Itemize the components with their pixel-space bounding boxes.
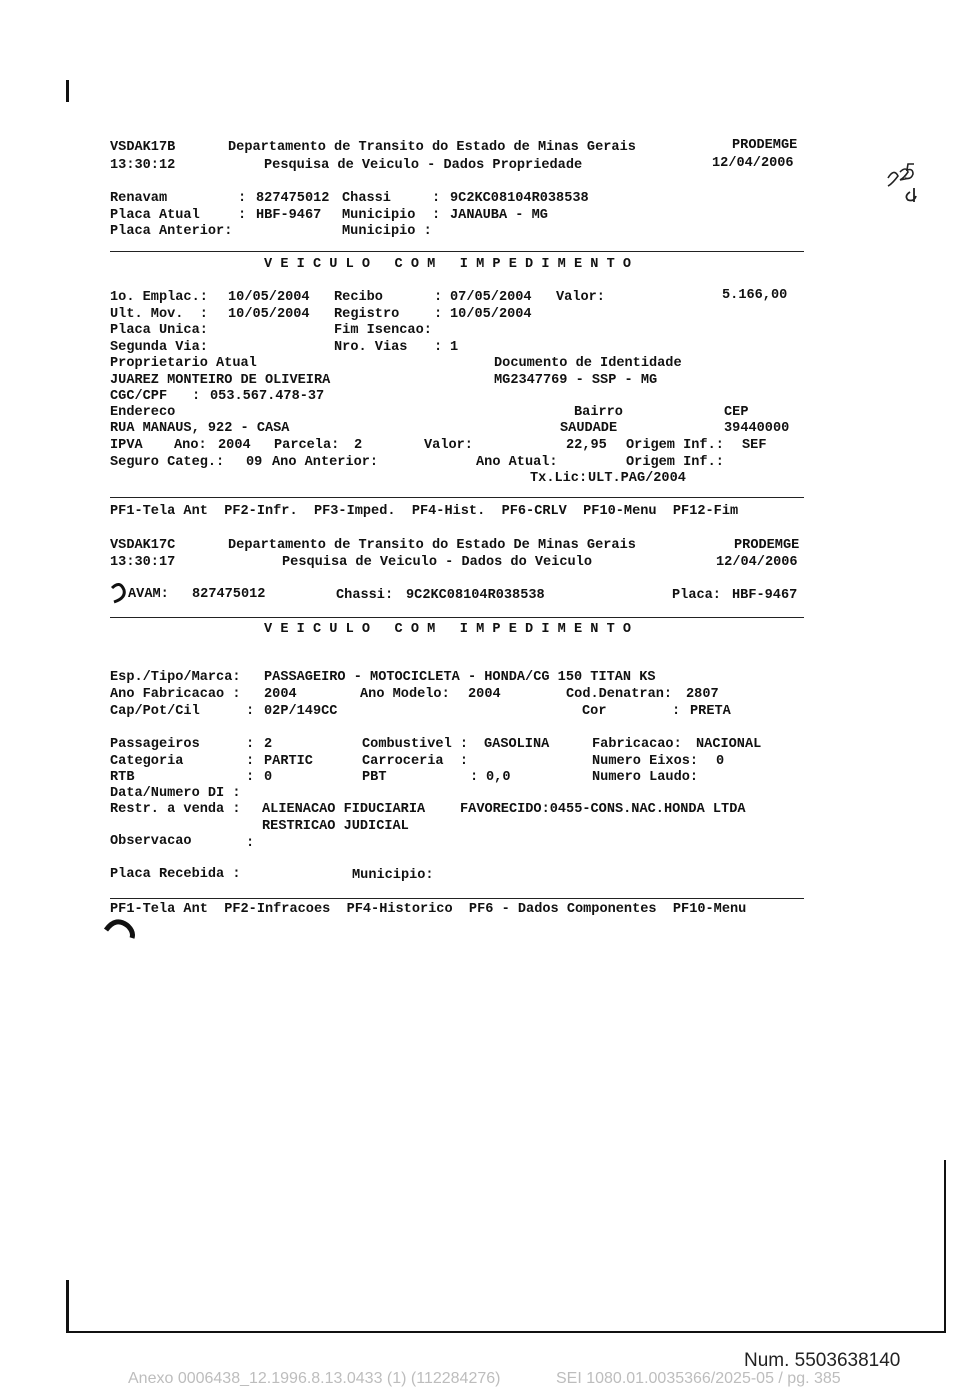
org-name: PRODEMGE	[734, 538, 800, 553]
registro-label: Registro	[334, 307, 400, 322]
chassi-value: 9C2KC08104R038538	[450, 191, 589, 206]
handwritten-curl-mark	[108, 582, 130, 604]
placa-value: HBF-9467	[732, 588, 798, 603]
renavam-value: 827475012	[256, 191, 330, 206]
left-margin-bar-top	[66, 80, 69, 102]
function-keys: PF1-Tela Ant PF2-Infracoes PF4-Historico PF6 - Dados Componentes PF10-Menu	[110, 902, 747, 917]
ult-mov-label: Ult. Mov. :	[110, 307, 208, 322]
placa-atual-label: Placa Atual	[110, 208, 200, 223]
endereco-label: Endereco	[110, 405, 176, 420]
impedimento-banner: V E I C U L O C O M I M P E D I M E N T O	[264, 622, 632, 637]
bairro-label: Bairro	[574, 405, 623, 420]
txlic-value: ULT.PAG/2004	[588, 471, 686, 486]
proprietario-label: Proprietario Atual	[110, 356, 257, 371]
sei-stamp: SEI 1080.01.0035366/2025-05 / pg. 385	[556, 1370, 841, 1387]
valor-label: Valor:	[556, 290, 605, 305]
bairro-value: SAUDADE	[560, 421, 618, 436]
ano-anterior-label: Ano Anterior:	[272, 455, 379, 470]
carroceria-label: Carroceria :	[362, 754, 469, 769]
seguro-value: 09	[246, 455, 263, 470]
cep-label: CEP	[724, 405, 749, 420]
divider	[110, 251, 804, 252]
combustivel-value: GASOLINA	[484, 737, 550, 752]
renavam-label: Renavam	[110, 191, 168, 206]
nro-vias-value: 1	[450, 340, 459, 355]
restr-value-2: RESTRICAO JUDICIAL	[262, 819, 409, 834]
rtb-value: 0	[264, 770, 273, 785]
cpf-colon: :	[192, 389, 201, 404]
ano-fab-label: Ano Fabricacao :	[110, 687, 241, 702]
eixos-label: Numero Eixos:	[592, 754, 699, 769]
favorecido-value: FAVORECIDO:0455-CONS.NAC.HONDA LTDA	[460, 802, 746, 817]
cor-value: PRETA	[690, 704, 731, 719]
cpf-label: CGC/CPF	[110, 389, 168, 404]
obs-label: Observacao	[110, 834, 192, 849]
origem-label: Origem Inf.:	[626, 438, 724, 453]
recibo-colon: :	[434, 290, 443, 305]
pbt-value: 0,0	[486, 770, 511, 785]
placa-anterior-label: Placa Anterior:	[110, 224, 233, 239]
placa-atual-value: HBF-9467	[256, 208, 322, 223]
placa-recebida-label: Placa Recebida :	[110, 867, 241, 882]
cor-colon: :	[672, 704, 681, 719]
anexo-stamp: Anexo 0006438_12.1996.8.13.0433 (1) (112284276)	[128, 1370, 501, 1387]
valor-value: 5.166,00	[722, 288, 788, 303]
cap-label: Cap/Pot/Cil	[110, 704, 200, 719]
handwritten-page-mark	[880, 158, 940, 206]
passageiros-colon: :	[246, 737, 255, 752]
municipio-colon: :	[432, 208, 441, 223]
categoria-label: Categoria	[110, 754, 184, 769]
recibo-value: 07/05/2004	[450, 290, 532, 305]
ipva-valor-label: Valor:	[424, 438, 473, 453]
bottom-border-line	[66, 1331, 946, 1333]
placa-label: Placa:	[672, 588, 721, 603]
cep-value: 39440000	[724, 421, 790, 436]
documento-label: Documento de Identidade	[494, 356, 682, 371]
origem2-label: Origem Inf.:	[626, 455, 724, 470]
categoria-value: PARTIC	[264, 754, 313, 769]
nro-vias-colon: :	[434, 340, 443, 355]
department-name: Departamento de Transito do Estado De Minas Gerais	[228, 538, 636, 553]
laudo-label: Numero Laudo:	[592, 770, 699, 785]
ipva-valor-value: 22,95	[566, 438, 607, 453]
right-border-line	[944, 1160, 946, 1332]
fabricacao-value: NACIONAL	[696, 737, 762, 752]
fabricacao-label: Fabricacao:	[592, 737, 682, 752]
categoria-colon: :	[246, 754, 255, 769]
parcela-value: 2	[354, 438, 363, 453]
pbt-colon: :	[470, 770, 479, 785]
rtb-colon: :	[246, 770, 255, 785]
endereco-value: RUA MANAUS, 922 - CASA	[110, 421, 290, 436]
ano-mod-label: Ano Modelo:	[360, 687, 450, 702]
cod-value: 2807	[686, 687, 719, 702]
registro-colon: :	[434, 307, 443, 322]
municipio-value: JANAUBA - MG	[450, 208, 548, 223]
chassi-label: Chassi:	[336, 588, 394, 603]
esp-value: PASSAGEIRO - MOTOCICLETA - HONDA/CG 150 TITAN KS	[264, 670, 656, 685]
passageiros-label: Passageiros	[110, 737, 200, 752]
left-margin-bar	[66, 1280, 69, 1332]
cap-colon: :	[246, 704, 255, 719]
department-name: Departamento de Transito do Estado de Minas Gerais	[228, 140, 636, 155]
impedimento-banner: V E I C U L O C O M I M P E D I M E N T O	[264, 257, 632, 272]
municipio-anterior-label: Municipio :	[342, 224, 432, 239]
screen-time: 13:30:12	[110, 158, 176, 173]
emplac-value: 10/05/2004	[228, 290, 310, 305]
placa-unica-label: Placa Unica:	[110, 323, 208, 338]
ipva-ano-label: Ano:	[174, 438, 207, 453]
municipio-label: Municipio	[342, 208, 416, 223]
screen-time: 13:30:17	[110, 555, 176, 570]
program-code: VSDAK17C	[110, 538, 176, 553]
cap-value: 02P/149CC	[264, 704, 338, 719]
renavam-label: AVAM:	[128, 587, 169, 602]
parcela-label: Parcela:	[274, 438, 340, 453]
rtb-label: RTB	[110, 770, 135, 785]
registro-value: 10/05/2004	[450, 307, 532, 322]
pbt-label: PBT	[362, 770, 387, 785]
function-keys: PF1-Tela Ant PF2-Infr. PF3-Imped. PF4-Hist. PF6-CRLV PF10-Menu PF12-Fim	[110, 504, 739, 519]
divider	[110, 898, 804, 899]
chassi-value: 9C2KC08104R038538	[406, 588, 545, 603]
restr-label: Restr. a venda :	[110, 802, 241, 817]
ano-atual-label: Ano Atual:	[476, 455, 558, 470]
eixos-value: 0	[716, 754, 725, 769]
segunda-via-label: Segunda Via:	[110, 340, 208, 355]
placa-atual-colon: :	[238, 208, 247, 223]
screen-date: 12/04/2006	[716, 555, 798, 570]
screen-title: Pesquisa de Veiculo - Dados do Veiculo	[282, 555, 592, 570]
obs-colon: :	[246, 836, 255, 851]
proprietario-value: JUAREZ MONTEIRO DE OLIVEIRA	[110, 373, 331, 388]
renavam-value: 827475012	[192, 587, 266, 602]
chassi-colon: :	[432, 191, 441, 206]
ipva-ano-value: 2004	[218, 438, 251, 453]
esp-label: Esp./Tipo/Marca:	[110, 670, 241, 685]
nro-vias-label: Nro. Vias	[334, 340, 408, 355]
screen-date: 12/04/2006	[712, 156, 794, 171]
screen-title: Pesquisa de Veiculo - Dados Propriedade	[264, 158, 583, 173]
txlic-label: Tx.Lic:	[530, 471, 588, 486]
ipva-label: IPVA	[110, 438, 143, 453]
ult-mov-value: 10/05/2004	[228, 307, 310, 322]
chassi-label: Chassi	[342, 191, 391, 206]
document-number: Num. 5503638140	[744, 1350, 901, 1371]
cod-label: Cod.Denatran:	[566, 687, 673, 702]
data-di-label: Data/Numero DI :	[110, 786, 241, 801]
fim-isencao-label: Fim Isencao:	[334, 323, 432, 338]
origem-value: SEF	[742, 438, 767, 453]
recibo-label: Recibo	[334, 290, 383, 305]
ano-fab-value: 2004	[264, 687, 297, 702]
seguro-label: Seguro Categ.:	[110, 455, 225, 470]
cpf-value: 053.567.478-37	[210, 389, 325, 404]
ano-mod-value: 2004	[468, 687, 501, 702]
renavam-colon: :	[238, 191, 247, 206]
cor-label: Cor	[582, 704, 607, 719]
divider	[110, 617, 804, 618]
org-name: PRODEMGE	[732, 138, 798, 153]
combustivel-label: Combustivel :	[362, 737, 469, 752]
program-code: VSDAK17B	[110, 140, 176, 155]
restr-value-1: ALIENACAO FIDUCIARIA	[262, 802, 426, 817]
divider	[110, 497, 804, 498]
municipio-label: Municipio:	[352, 868, 434, 883]
documento-value: MG2347769 - SSP - MG	[494, 373, 658, 388]
emplac-label: 1o. Emplac.:	[110, 290, 208, 305]
passageiros-value: 2	[264, 737, 273, 752]
